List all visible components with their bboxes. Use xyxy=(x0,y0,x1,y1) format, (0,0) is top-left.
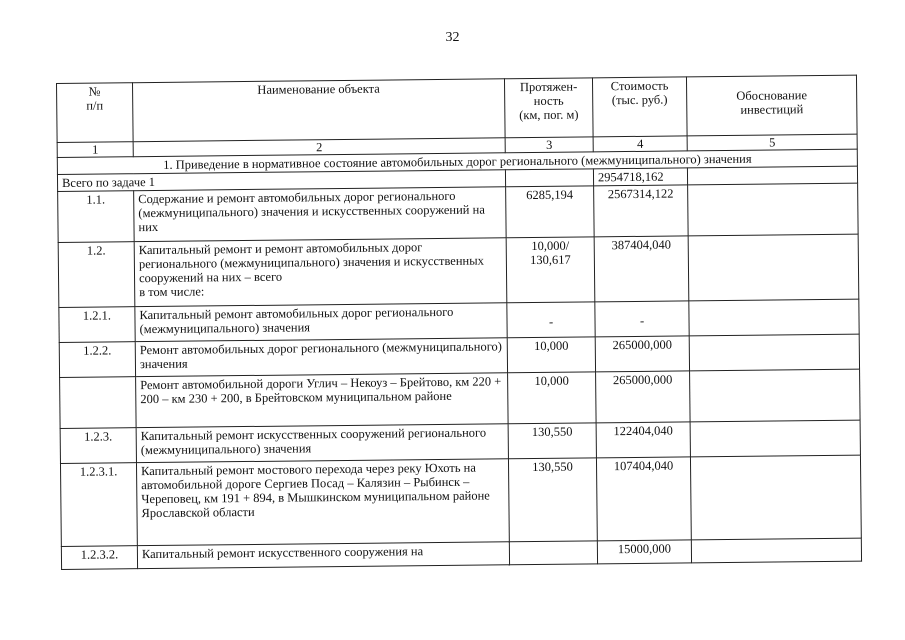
total-length xyxy=(505,169,593,187)
investment-table xyxy=(56,75,862,570)
header-row xyxy=(57,75,858,142)
row-name: Капитальный ремонт искусственных сооружений регионального (межмуниципального) значения xyxy=(136,424,508,463)
row-length: 6285,194 xyxy=(506,186,595,238)
table-body xyxy=(58,183,862,569)
row-length: 10,000 xyxy=(507,337,595,373)
header-cost: Стоимость (тыс. руб.) xyxy=(592,77,687,137)
row-basis xyxy=(690,369,861,422)
row-number: 1.2.1. xyxy=(59,307,135,343)
row-length: - xyxy=(507,302,595,338)
row-name: Капитальный ремонт автомобильных дорог регионального (межмуниципального) значения xyxy=(135,303,507,342)
column-number: 5 xyxy=(687,134,857,151)
section-title: 1. Приведение в нормативное состояние автомобильных дорог регионального (межмуниципального) значения xyxy=(57,149,857,174)
table-row xyxy=(60,455,861,546)
table-row xyxy=(60,369,860,428)
total-label: Всего по задаче 1 xyxy=(57,170,505,192)
row-length xyxy=(509,541,597,565)
row-cost: 122404,040 xyxy=(596,422,690,458)
row-name: Капитальный ремонт искусственного сооружения на xyxy=(137,542,509,569)
row-number xyxy=(60,377,137,429)
row-name: Капитальный ремонт и ремонт автомобильных дорог регионального (межмуниципального) значения и искусственных сооружений на них – всего в том числе: xyxy=(134,238,507,307)
row-number: 1.2.3.2. xyxy=(61,546,137,570)
column-number: 2 xyxy=(133,138,505,157)
row-cost: 387404,040 xyxy=(594,236,689,302)
row-length: 130,550 xyxy=(508,423,596,459)
row-basis xyxy=(690,420,860,457)
header-basis: Обоснование инвестиций xyxy=(686,75,857,136)
row-number: 1.1. xyxy=(58,191,135,243)
row-number: 1.2. xyxy=(58,242,135,308)
row-cost: 15000,000 xyxy=(597,540,691,564)
row-length: 10,000 xyxy=(508,372,597,424)
row-name: Ремонт автомобильных дорог регионального (межмуниципального) значения xyxy=(135,338,507,377)
row-basis xyxy=(690,455,861,540)
row-basis xyxy=(689,334,859,371)
row-cost: - xyxy=(595,301,689,337)
row-number: 1.2.3.1. xyxy=(60,463,137,547)
row-number: 1.2.2. xyxy=(59,342,135,378)
row-basis xyxy=(688,183,859,236)
total-cost: 2954718,162 xyxy=(593,168,687,186)
row-basis xyxy=(689,299,859,336)
column-number: 4 xyxy=(593,136,687,152)
row-length: 10,000/ 130,617 xyxy=(506,237,595,303)
row-cost: 2567314,122 xyxy=(594,185,689,237)
row-cost: 107404,040 xyxy=(596,457,691,541)
row-basis xyxy=(688,234,859,301)
table-row xyxy=(58,234,859,307)
row-name: Капитальный ремонт мостового перехода через реку Юхоть на автомобильной дороге Сергиев Посад – Калязин – Рыбинск – Череповец, км 191 + 894, в Мышкинском муниципальном районе Ярославской области xyxy=(136,459,509,546)
row-length: 130,550 xyxy=(508,458,597,542)
header-length: Протяжен- ность (км, пог. м) xyxy=(504,78,593,138)
page-number: 32 xyxy=(445,30,460,45)
row-name: Ремонт автомобильной дороги Углич – Некоуз – Брейтово, км 220 + 200 – км 230 + 200, в Брейтовском муниципальном районе xyxy=(136,373,509,428)
row-cost: 265000,000 xyxy=(595,336,689,372)
header-name: Наименование объекта xyxy=(133,79,506,142)
column-number: 3 xyxy=(505,137,593,153)
row-name: Содержание и ремонт автомобильных дорог регионального (межмуниципального) значения и искусственных сооружений на них xyxy=(134,187,507,242)
row-cost: 265000,000 xyxy=(596,371,691,423)
row-basis xyxy=(691,538,861,563)
investment-table-sheet xyxy=(56,75,861,570)
header-no: № п/п xyxy=(57,83,134,143)
total-basis xyxy=(687,166,857,185)
column-number: 1 xyxy=(57,142,133,158)
table-row xyxy=(58,183,858,242)
row-number: 1.2.3. xyxy=(60,428,136,464)
